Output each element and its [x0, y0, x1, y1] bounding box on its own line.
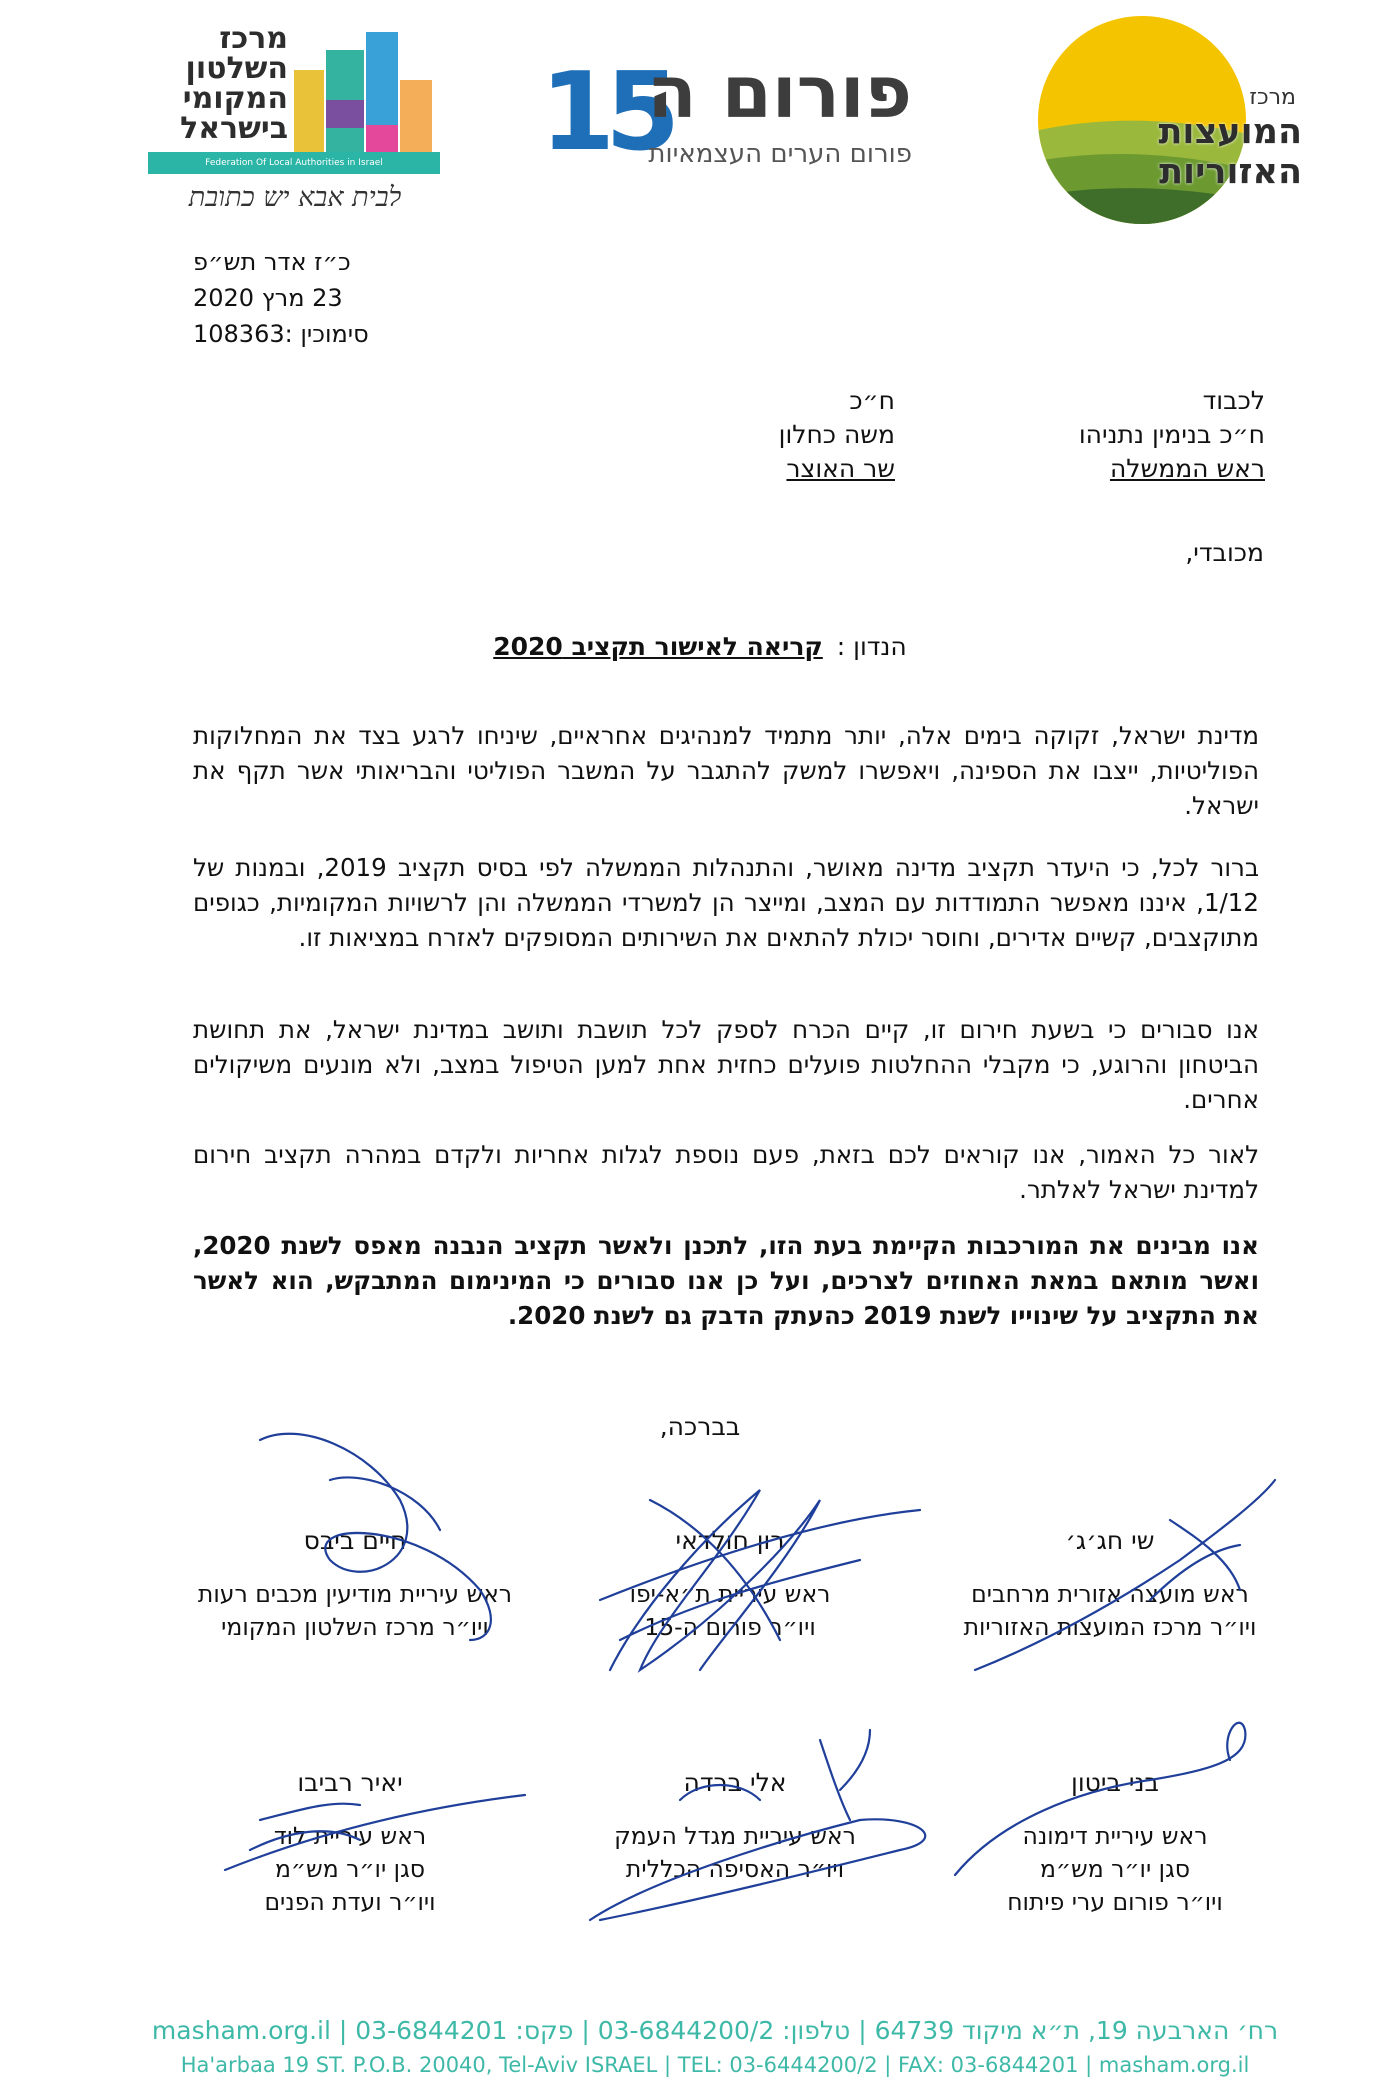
subject-value: קריאה לאישור תקציב 2020 — [493, 632, 823, 661]
signatory-title: ויו״ר ועדת הפנים — [264, 1888, 436, 1916]
logo-name-line: בישראל — [180, 111, 288, 146]
signatory-title: ויו״ר פורום ה-15 — [644, 1613, 816, 1641]
signatory-name: אלי ברדה — [683, 1768, 787, 1797]
gregorian-date: 23 מרץ 2020 — [193, 284, 343, 312]
forum15-number: 15 — [540, 50, 671, 175]
recipient-name: ח״כ בנימין נתניהו — [1078, 420, 1265, 449]
logo-tagline: לבית אבא יש כתובת — [188, 182, 402, 213]
logo-name-line: השלטון — [185, 51, 288, 86]
signatory-title: סגן יו״ר מש״מ — [274, 1855, 426, 1883]
recipient-salutation: לכבוד — [1202, 386, 1265, 415]
signatory-biton — [905, 1766, 1325, 1919]
body-paragraph-1: מדינת ישראל, זקוקה בימים אלה, יותר מתמיד למנהיגים אחראיים, שיניחו לרגע בצד את המחלוקות הפוליטיות, ייצבו את הספינה, ויאפשרו למשק להתגבר על המשבר הפוליטי והבריאותי אשר תקף את ישראל. — [193, 721, 1259, 820]
forum15-title: פורום ה — [647, 50, 912, 134]
local-authorities-logo — [140, 22, 450, 222]
signatory-title: ויו״ר האסיפה הכללית — [625, 1855, 845, 1883]
signatory-title: ראש עיריית מגדל העמק — [614, 1822, 856, 1850]
signatory-title: סגן יו״ר מש״מ — [1039, 1855, 1191, 1883]
signatory-revivo — [140, 1766, 560, 1919]
regional-councils-name: המועצות האזוריות — [1158, 112, 1302, 192]
signatory-name: רון חולדאי — [675, 1526, 785, 1555]
signatory-hajaj — [900, 1524, 1320, 1644]
body-paragraph-2: ברור לכל, כי היעדר תקציב מדינה מאושר, והתנהלות הממשלה לפי בסיס תקציב 2019, ובמנות של 1/12, איננו מאפשר התמודדות עם המצב, ומייצר הן למשרדי הממשלה והן לרשויות המקומיות, כגופים מתוקצבים, קשיים אדירים, וחוסר יכולת להתאים את השירותים המסופקים לאזרח במציאות זו. — [193, 853, 1259, 952]
signatory-barda — [525, 1766, 945, 1886]
body-paragraph-4: לאור כל האמור, אנו קוראים לכם בזאת, פעם נוספת לגלות אחריות ולקדם במהרה תקציב חירום למדינת ישראל לאלתר. — [193, 1140, 1259, 1204]
closing: בברכה, — [659, 1412, 741, 1441]
subject-line — [0, 632, 1400, 661]
local-authorities-name — [150, 21, 288, 146]
forum15-logo — [540, 48, 920, 188]
signatory-title: ויו״ר פורום ערי פיתוח — [1007, 1888, 1223, 1916]
signatory-title: ראש עיריית דימונה — [1022, 1822, 1208, 1850]
signatory-name: בני ביטון — [1071, 1768, 1159, 1797]
body-paragraph-3: אנו סבורים כי בשעת חירום זו, קיים הכרח לספק לכל תושבת ותושב במדינת ישראל, את תחושת הביטחון והרוגע, כי מקבלי ההחלטות פועלים כחזית אחת למען הטיפול במצב, ולא מונעים משיקולים אחרים. — [193, 1015, 1259, 1114]
footer-hebrew: רח׳ הארבעה 19, ת״א מיקוד 64739 | טלפון: 03-6844200/2 | פקס: 03-6844201 | masham.org.il — [151, 2016, 1279, 2045]
letter-meta — [193, 244, 593, 352]
signatory-bibas — [145, 1524, 565, 1644]
reference-number: סימוכין :108363 — [193, 320, 369, 348]
signatory-title: ראש מועצה אזורית מרחבים — [971, 1580, 1249, 1608]
signatory-name: שי חג׳ג׳ — [1065, 1526, 1155, 1555]
body-paragraph-5: אנו מבינים את המורכבות הקיימת בעת הזו, לתכנן ולאשר תקציב הנבנה מאפס לשנת 2020, ואשר מותאם במאת האחוזים לצרכים, ועל כן אנו סבורים כי המינימום המתבקש, הוא לאשר את התקציב על שינוייו לשנת 2019 כהעתק הדבק גם לשנת 2020. — [193, 1231, 1259, 1330]
signatory-name: חיים ביבס — [303, 1526, 407, 1555]
signatory-name: יאיר רביבו — [297, 1768, 403, 1797]
logo-name-line: מרכז — [219, 21, 288, 56]
greeting: מכובדי, — [1185, 538, 1264, 567]
recipient-title: שר האוצר — [786, 454, 895, 483]
recipient-name: משה כחלון — [778, 420, 895, 449]
signatory-title: ראש עיריית לוד — [273, 1822, 427, 1850]
footer-english: Ha'arbaa 19 ST. P.O.B. 20040, Tel-Aviv ISRAEL | TEL: 03-6444200/2 | FAX: 03-6844201 | masham.org.il — [180, 2053, 1250, 2077]
logo-banner — [148, 152, 440, 174]
hebrew-date: כ״ז אדר תש״פ — [193, 248, 351, 276]
logo-name-line: המקומי — [182, 81, 288, 116]
subject-label: הנדון : — [836, 632, 907, 661]
signatory-title: ראש עיריית מודיעין מכבים רעות — [197, 1580, 513, 1608]
signatory-title: ויו״ר מרכז השלטון המקומי — [221, 1613, 489, 1641]
signatory-title: ראש עיריית ת״א-יפו — [629, 1580, 831, 1608]
recipient-finance-minister — [680, 384, 895, 486]
recipient-title: ראש הממשלה — [1109, 454, 1265, 483]
signatory-huldai — [520, 1524, 940, 1644]
recipient-salutation: ח״כ — [849, 386, 895, 415]
recipient-prime-minister — [980, 384, 1265, 486]
forum15-subtitle: פורום הערים העצמאיות — [648, 139, 912, 169]
regional-councils-small: מרכז — [1249, 85, 1296, 110]
logo-banner-text: Federation Of Local Authorities in Israel — [205, 158, 383, 168]
signatory-title: ויו״ר מרכז המועצות האזוריות — [963, 1613, 1257, 1641]
regional-councils-logo — [1010, 12, 1310, 232]
